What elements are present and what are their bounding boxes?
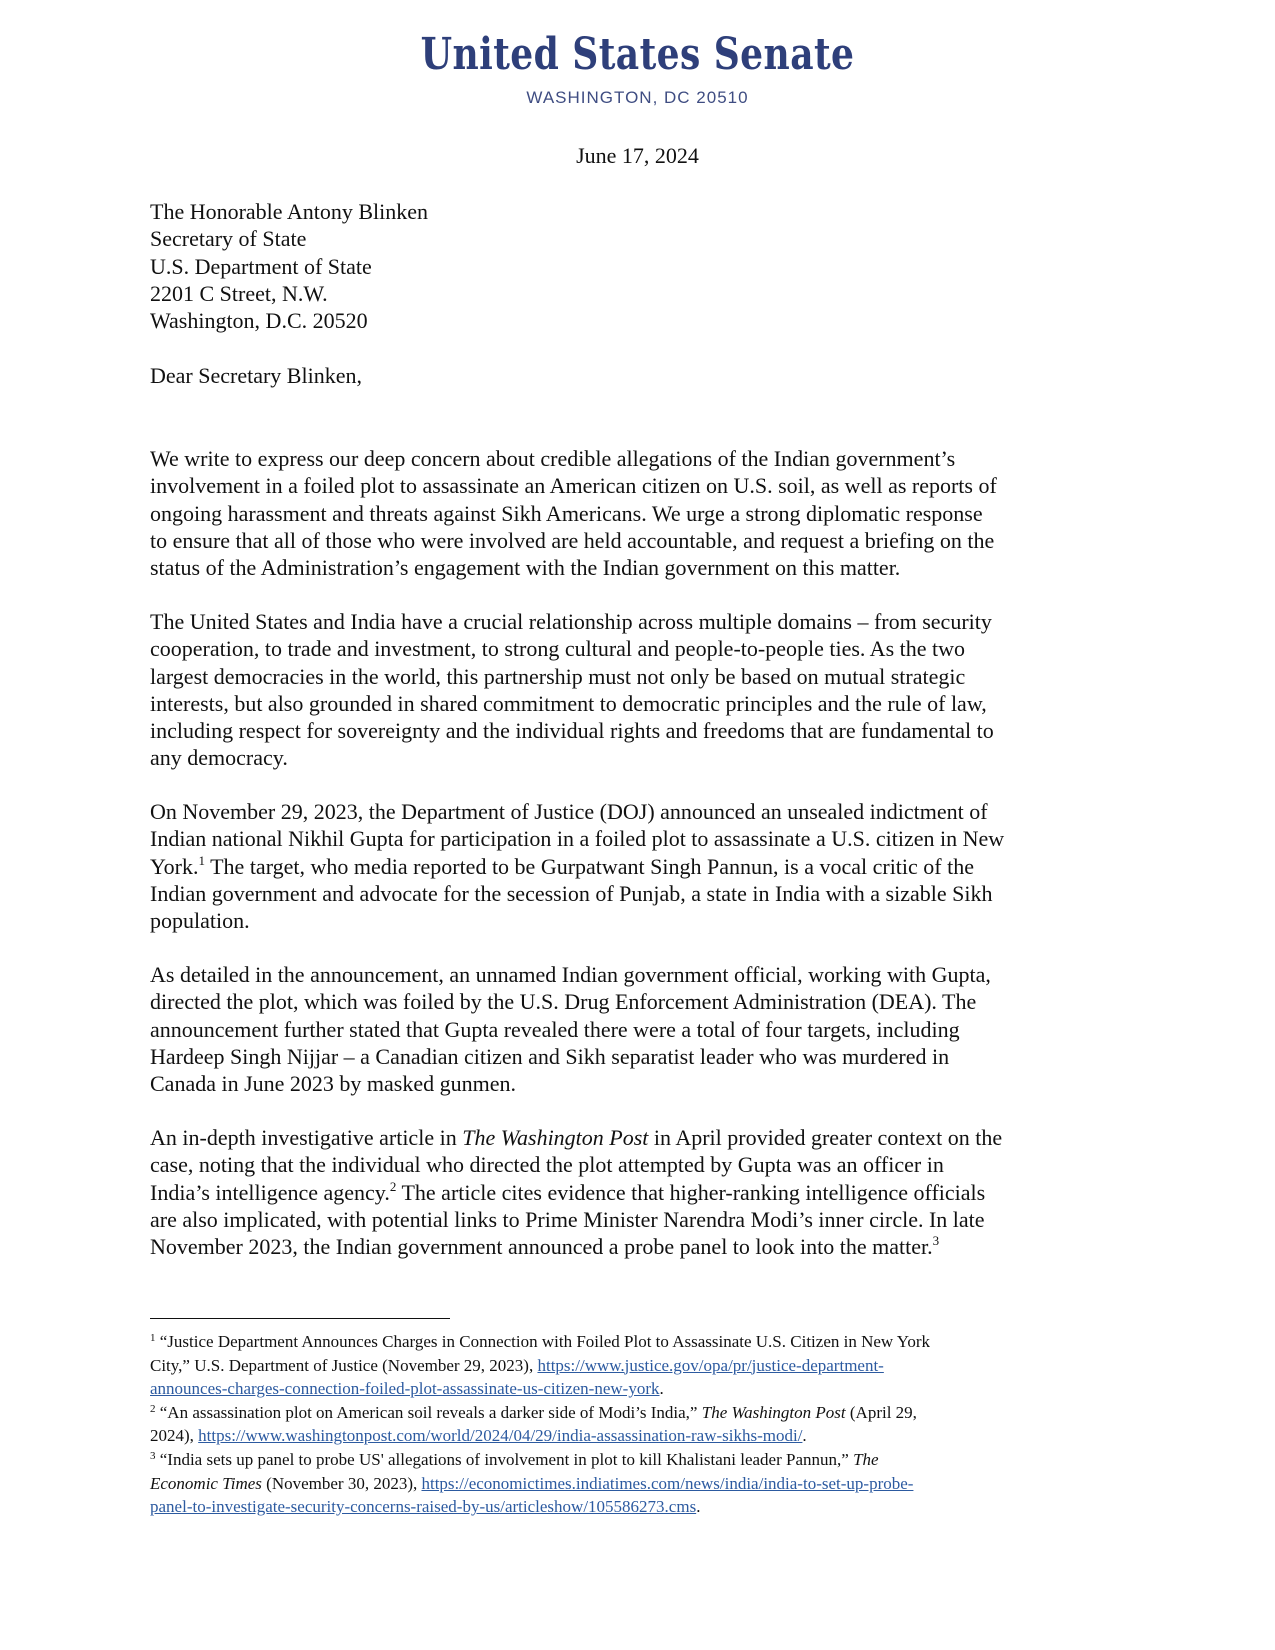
paragraph-line: directed the plot, which was foiled by the U.S. Drug Enforcement Administration (DEA). The	[150, 989, 977, 1015]
letterhead-title: United States Senate	[420, 29, 855, 80]
publication-title: The Washington Post	[701, 1402, 846, 1422]
paragraph-line: Hardeep Singh Nijjar – a Canadian citizen and Sikh separatist leader who was murdered in	[150, 1043, 950, 1069]
recipient-line: 2201 C Street, N.W.	[150, 280, 328, 306]
paragraph-line: We write to express our deep concern about credible allegations of the Indian government’s	[150, 446, 956, 471]
paragraph-line	[150, 853, 1135, 880]
footnote-number: 3	[150, 1449, 156, 1462]
recipient-line: Washington, D.C. 20520	[150, 308, 368, 334]
paragraph-line: are also implicated, with potential links to Prime Minister Narendra Modi’s inner circle. In late	[150, 1206, 985, 1232]
footnote-end: .	[659, 1379, 664, 1399]
footnote-text: (April 29,	[845, 1402, 917, 1422]
paragraph-line: population.	[150, 908, 250, 934]
footnote-3-line	[150, 1472, 1135, 1496]
paragraph-line	[150, 1233, 1135, 1260]
recipient-address	[150, 198, 1135, 334]
footnote-ref-3[interactable]: 3	[932, 1233, 940, 1249]
footnote-text: “Justice Department Announces Charges in Connection with Foiled Plot to Assassinate U.S. Citizen in New York	[155, 1332, 931, 1351]
footnote-number: 1	[150, 1332, 156, 1344]
footnote-2-link[interactable]: https://www.washingtonpost.com/world/2024/04/29/india-assassination-raw-sikhs-modi/	[198, 1426, 803, 1446]
footnote-3-link-cont[interactable]: panel-to-investigate-security-concerns-raised-by-us/articleshow/105586273.cms	[150, 1497, 697, 1517]
publication-title: The Washington Post	[462, 1125, 649, 1150]
paragraph-1	[150, 445, 1135, 581]
footnote-text: (November 30, 2023),	[261, 1473, 422, 1493]
paragraph-line: As detailed in the announcement, an unnamed Indian government official, working with Gupta,	[150, 962, 991, 987]
text-segment: The target, who media reported to be Gurpatwant Singh Pannun, is a vocal critic of the	[205, 853, 974, 879]
footnote-ref-1[interactable]: 1	[198, 852, 206, 868]
text-segment: in April provided greater context on the	[648, 1125, 1003, 1150]
paragraph-line	[150, 1179, 1135, 1206]
paragraph-line: largest democracies in the world, this partnership must not only be based on mutual strategic	[150, 663, 966, 689]
text-segment: India’s intelligence agency.	[150, 1179, 390, 1205]
paragraph-line: Indian national Nikhil Gupta for participation in a foiled plot to assassinate a U.S. citizen in New	[150, 826, 1005, 852]
footnote-1-line	[150, 1354, 1135, 1378]
paragraph-line: On November 29, 2023, the Department of Justice (DOJ) announced an unsealed indictment of	[150, 799, 988, 824]
paragraph-line: The United States and India have a crucial relationship across multiple domains – from security	[150, 609, 992, 634]
footnote-3-link[interactable]: https://economictimes.indiatimes.com/news/india/india-to-set-up-probe-	[421, 1473, 914, 1493]
letterhead-address: WASHINGTON, DC 20510	[526, 88, 749, 107]
paragraph-line: interests, but also grounded in shared commitment to democratic principles and the rule of law,	[150, 690, 987, 716]
paragraph-line	[150, 1124, 1135, 1151]
footnote-separator	[150, 1318, 450, 1319]
footnote-2-line	[150, 1424, 1135, 1448]
text-segment: November 2023, the Indian government announced a probe panel to look into the matter.	[150, 1234, 933, 1260]
paragraph-line: including respect for sovereignty and the individual rights and freedoms that are fundamental to	[150, 718, 994, 744]
footnote-3-line	[150, 1495, 1135, 1519]
paragraph-line: announcement further stated that Gupta revealed there were a total of four targets, including	[150, 1016, 960, 1042]
text-segment: An in-depth investigative article in	[150, 1125, 463, 1150]
footnotes	[150, 1330, 1135, 1519]
paragraph-line: status of the Administration’s engagement with the Indian government on this matter.	[150, 555, 901, 581]
letter-date: June 17, 2024	[576, 143, 699, 168]
paragraph-line: involvement in a foiled plot to assassinate an American citizen on U.S. soil, as well as reports of	[150, 473, 997, 499]
text-segment: The article cites evidence that higher-ranking intelligence officials	[396, 1179, 986, 1205]
footnote-ref-2[interactable]: 2	[389, 1178, 397, 1194]
footnote-3	[150, 1448, 1135, 1472]
salutation-text: Dear Secretary Blinken,	[150, 363, 362, 388]
paragraph-3	[150, 798, 1135, 934]
footnote-text: “India sets up panel to probe US' allegations of involvement in plot to kill Khalistani leader Pannun,”	[155, 1449, 854, 1469]
footnote-1-line	[150, 1377, 1135, 1401]
footnote-text: City,” U.S. Department of Justice (November 29, 2023),	[150, 1355, 538, 1375]
paragraph-line: ongoing harassment and threats against Sikh Americans. We urge a strong diplomatic response	[150, 500, 983, 526]
paragraph-line: Canada in June 2023 by masked gunmen.	[150, 1071, 516, 1097]
footnote-1-link-cont[interactable]: announces-charges-connection-foiled-plot-assassinate-us-citizen-new-york	[150, 1379, 660, 1399]
publication-title: Economic Times	[150, 1473, 262, 1493]
footnote-1-link[interactable]: https://www.justice.gov/opa/pr/justice-department-	[537, 1355, 884, 1375]
footnote-end: .	[696, 1497, 701, 1517]
paragraph-line: Indian government and advocate for the secession of Punjab, a state in India with a sizable Sikh	[150, 880, 993, 906]
text-segment: York.	[150, 853, 199, 879]
paragraph-line: any democracy.	[150, 745, 288, 771]
paragraph-line: to ensure that all of those who were involved are held accountable, and request a briefing on the	[150, 527, 995, 553]
recipient-line: U.S. Department of State	[150, 253, 372, 279]
paragraph-2	[150, 608, 1135, 772]
salutation	[150, 362, 1135, 389]
recipient-line: The Honorable Antony Blinken	[150, 199, 429, 224]
paragraph-line: case, noting that the individual who directed the plot attempted by Gupta was an officer in	[150, 1152, 944, 1178]
footnote-text: 2024),	[150, 1426, 199, 1446]
paragraph-4	[150, 961, 1135, 1097]
footnote-number: 2	[150, 1402, 156, 1415]
footnote-2	[150, 1401, 1135, 1425]
paragraph-5	[150, 1124, 1135, 1260]
footnote-text: “An assassination plot on American soil reveals a darker side of Modi’s India,”	[155, 1402, 702, 1422]
footnote-1	[150, 1330, 1135, 1354]
recipient-line: Secretary of State	[150, 226, 307, 252]
paragraph-line: cooperation, to trade and investment, to strong cultural and people-to-people ties. As the two	[150, 636, 966, 662]
publication-title: The	[853, 1449, 879, 1469]
footnote-end: .	[802, 1426, 807, 1446]
